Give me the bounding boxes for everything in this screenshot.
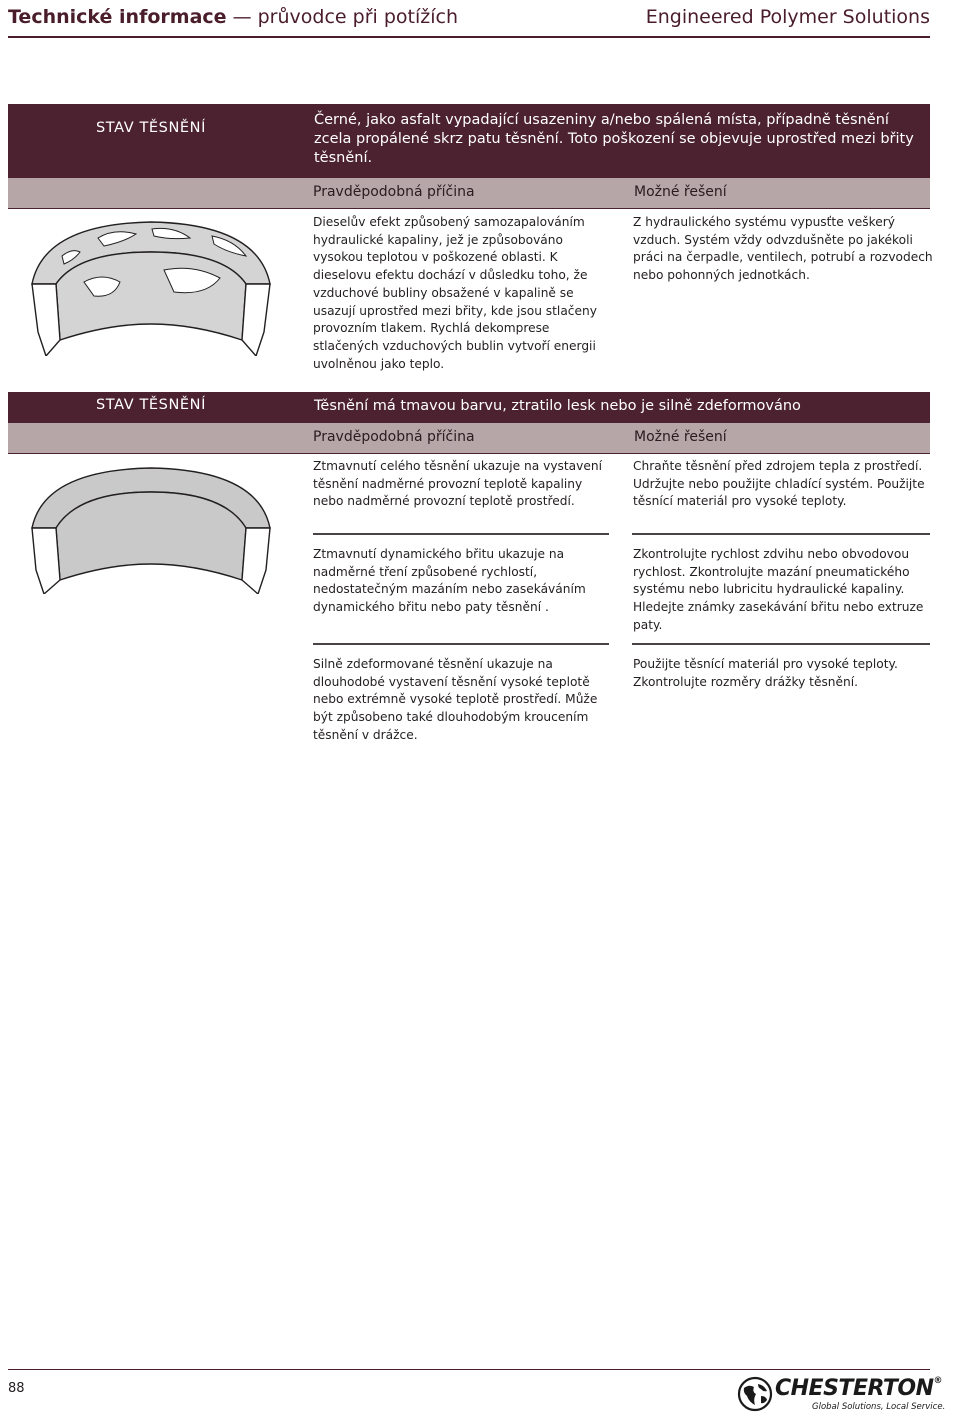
section-1-column-headers xyxy=(8,178,930,209)
globe-logo-icon xyxy=(737,1376,773,1412)
section-2-row-1-divider-right xyxy=(632,533,930,535)
section-2-solution-header: Možné řešení xyxy=(634,429,727,445)
dark-seal-ring-illustration xyxy=(24,462,278,594)
chesterton-logo xyxy=(737,1376,946,1416)
section-1-condition-band xyxy=(8,104,930,178)
section-2-row-2-divider xyxy=(313,643,609,645)
section-2-row-1-divider xyxy=(313,533,609,535)
section-1-cause-header: Pravděpodobná příčina xyxy=(313,184,475,200)
section-1-condition: Černé, jako asfalt vypadající usazeniny a/nebo spálená místa, případně těsnění zcela propálené skrz patu těsnění. Toto poškození se objevuje uprostřed mezi břity těsnění. xyxy=(314,112,914,166)
section-2-condition: Těsnění má tmavou barvu, ztratilo lesk nebo je silně zdeformováno xyxy=(314,398,801,414)
section-2-row-1-solution: Chraňte těsnění před zdrojem tepla z prostředí. Udržujte nebo použijte chladící systém. Použijte těsnící materiál pro vysoké teploty. xyxy=(633,459,925,509)
header-divider xyxy=(8,36,930,38)
section-2-row-3-cause: Silně zdeformované těsnění ukazuje na dlouhodobé vystavení těsnění vysoké teplotě nebo extrémně vysoké teplotě prostředí. Může být způsobeno také dlouhodobým kroucením těsnění v drážce. xyxy=(313,657,598,742)
section-2-column-headers xyxy=(8,423,930,454)
section-2-cause-header: Pravděpodobná příčina xyxy=(313,429,475,445)
section-2-row-2-divider-right xyxy=(632,643,930,645)
section-1-solution-header: Možné řešení xyxy=(634,184,727,200)
section-2-row-3-solution: Použijte těsnící materiál pro vysoké teploty. Zkontrolujte rozměry drážky těsnění. xyxy=(633,657,898,689)
section-1-label: STAV TĚSNĚNÍ xyxy=(96,120,207,136)
section-2-label: STAV TĚSNĚNÍ xyxy=(96,397,207,413)
page-header-title: Technické informace — průvodce při potížích xyxy=(8,6,458,28)
logo-wordmark: CHESTERTON® xyxy=(775,1376,943,1401)
section-2-row-1-cause: Ztmavnutí celého těsnění ukazuje na vystavení těsnění nadměrné provozní teplotě kapaliny nebo nadměrné provozní teplotě prostředí. xyxy=(313,459,602,509)
header-brand: Engineered Polymer Solutions xyxy=(645,6,930,28)
section-2-row-2-solution: Zkontrolujte rychlost zdvihu nebo obvodovou rychlost. Zkontrolujte mazání pneumatického systému nebo lubricitu hydraulické kapaliny. Hledejte známky zasekávání břitu nebo extruze paty. xyxy=(633,547,924,632)
section-2-condition-band xyxy=(8,392,930,423)
footer-divider xyxy=(8,1369,930,1370)
section-1-solution-text: Z hydraulického systému vypusťte veškerý vzduch. Systém vždy odvzdušněte po jakékoli práci na čerpadle, ventilech, potrubí a rozvodech nebo pohonných jednotkách. xyxy=(633,215,933,283)
section-1-cause-text: Dieselův efekt způsobený samozapalováním hydraulické kapaliny, jež je způsobováno vysokou teplotou v poškozené oblasti. K dieselovu efektu dochází v důsledku toho, že vzduchové bubliny obsažené v kapalině se usazují uprostřed mezi břity, kde jsou stlačeny provozním tlakem. Rychlá dekomprese stlačených vzduchových bublin vytvoří energii uvolněnou jako teplo. xyxy=(313,215,597,371)
section-2-row-2-cause: Ztmavnutí dynamického břitu ukazuje na nadměrné tření způsobené rychlostí, nedostatečným mazáním nebo zasekáváním dynamického břitu nebo paty těsnění . xyxy=(313,547,586,615)
logo-tagline: Global Solutions, Local Service. xyxy=(812,1402,946,1412)
page-number: 88 xyxy=(8,1381,25,1396)
damaged-seal-ring-illustration xyxy=(24,212,278,356)
